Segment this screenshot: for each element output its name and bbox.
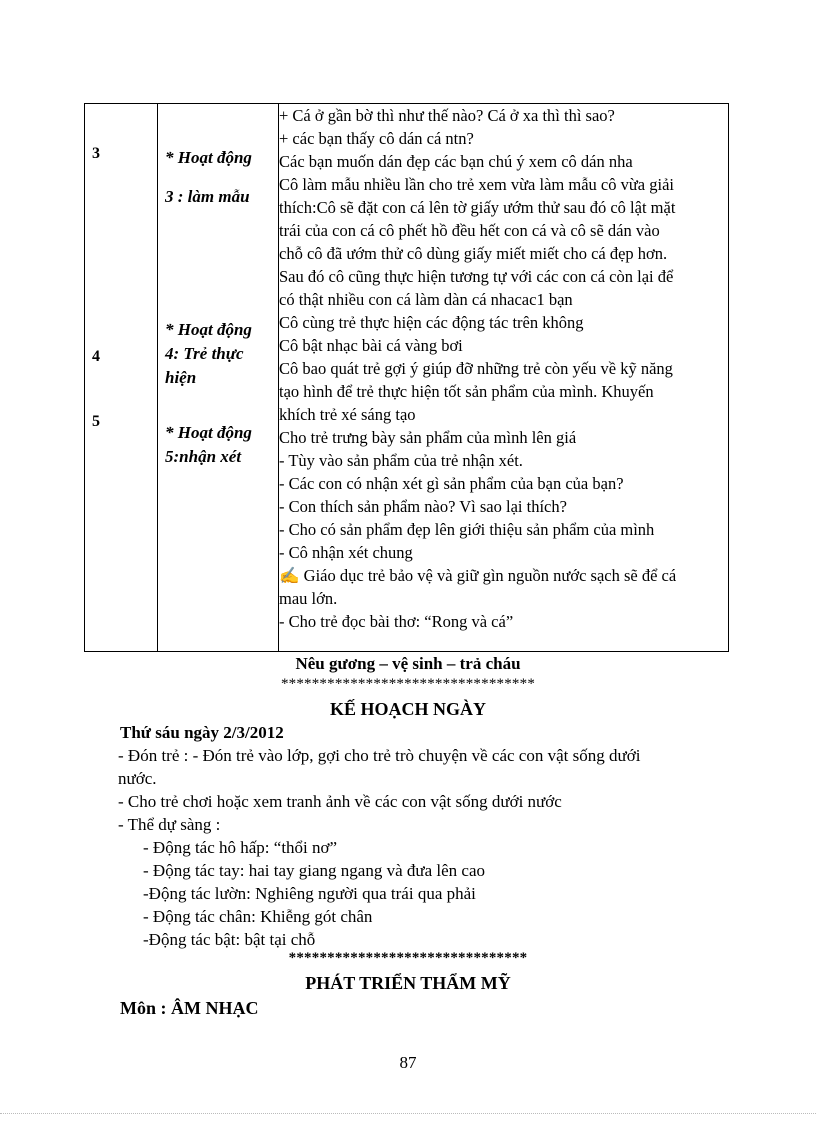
activity-5 (165, 421, 252, 469)
content-column (279, 104, 729, 652)
body-line: - Thể dự sàng : (118, 815, 221, 834)
activity-5-title: * Hoạt động (165, 423, 252, 442)
content-line: chỗ cô đã ướm thử cô dùng giấy miết miết cho cá đẹp hơn. (279, 244, 668, 263)
content-line: - Cho có sản phẩm đẹp lên giới thiệu sản phẩm của mình (279, 520, 655, 539)
row-number-3: 3 (92, 145, 100, 162)
footer-divider (0, 1113, 816, 1115)
row-number-5: 5 (92, 413, 100, 430)
content-line: Cô bật nhạc bài cá vàng bơi (279, 336, 463, 355)
star-divider: ********************************* (280, 676, 536, 692)
content-line: Các bạn muốn dán đẹp các bạn chú ý xem cô dán nha (279, 152, 633, 171)
exercise-line: - Động tác chân: Khiễng gót chân (143, 907, 373, 926)
closing-heading: Nêu gương – vệ sinh – trả cháu (295, 654, 521, 673)
section-title: PHÁT TRIỂN THẨM MỸ (305, 973, 511, 993)
content-line: Cô làm mẫu nhiều lần cho trẻ xem vừa làm mẫu cô vừa giải (279, 175, 674, 194)
content-line: + Cá ở gần bờ thì như thế nào? Cá ở xa thì thì sao? (279, 106, 615, 125)
content-line: tạo hình để trẻ thực hiện tốt sản phẩm của mình. Khuyến (279, 382, 654, 401)
content-line: Cô cùng trẻ thực hiện các động tác trên không (279, 313, 584, 332)
content-line: có thật nhiều con cá làm dàn cá nhacac1 bạn (279, 290, 573, 309)
activity-5-subtitle: 5:nhận xét (165, 447, 242, 466)
content-line: khích trẻ xé sáng tạo (279, 405, 416, 424)
body-line: - Cho trẻ chơi hoặc xem tranh ảnh về các con vật sống dưới nước (118, 792, 562, 811)
content-line: - Cô nhận xét chung (279, 543, 413, 562)
activity-4-title: * Hoạt động (165, 320, 252, 339)
activity-4-subtitle: 4: Trẻ thực (165, 344, 244, 363)
exercise-line: - Động tác hô hấp: “thổi nơ” (143, 838, 338, 857)
page-number: 87 (399, 1053, 417, 1072)
table-row (85, 104, 729, 652)
content-line: - Con thích sản phẩm nào? Vì sao lại thích? (279, 497, 567, 516)
content-line: Cô bao quát trẻ gợi ý giúp đỡ những trẻ còn yếu về kỹ năng (279, 359, 673, 378)
content-line: Cho trẻ trưng bày sản phẩm của mình lên giá (279, 428, 577, 447)
content-line: - Cho trẻ đọc bài thơ: “Rong và cá” (279, 612, 514, 631)
plan-title: KẾ HOẠCH NGÀY (329, 699, 486, 719)
star-divider-2: ******************************* (288, 950, 528, 966)
content-line: thích:Cô sẽ đặt con cá lên tờ giấy ướm thử sau đó cô lật mặt (279, 198, 676, 217)
date-line: Thứ sáu ngày 2/3/2012 (120, 723, 284, 742)
activity-4 (165, 318, 252, 390)
body-line: - Đón trẻ : - Đón trẻ vào lớp, gợi cho trẻ trò chuyện về các con vật sống dưới (118, 746, 641, 765)
number-column (85, 104, 158, 652)
activity-3-subtitle: 3 : làm mẫu (165, 187, 250, 206)
lesson-table (84, 103, 729, 652)
exercise-line: -Động tác lườn: Nghiêng người qua trái qua phải (143, 884, 476, 903)
activity-column (158, 104, 279, 652)
content-line: - Tùy vào sản phẩm của trẻ nhận xét. (279, 451, 523, 470)
activity-4-subtitle-2: hiện (165, 368, 197, 387)
content-line: + các bạn thấy cô dán cá ntn? (279, 129, 474, 148)
exercise-line: -Động tác bật: bật tại chỗ (143, 930, 316, 949)
body-line: nước. (118, 769, 157, 788)
content-line: trái của con cá cô phết hồ đều hết con cá và cô sẽ dán vào (279, 221, 660, 240)
subject-line: Môn : ÂM NHẠC (120, 998, 259, 1018)
activity-3 (165, 146, 252, 209)
content-line: - Các con có nhận xét gì sản phẩm của bạn của bạn? (279, 474, 624, 493)
content-line: mau lớn. (279, 589, 338, 608)
activity-3-title: * Hoạt động (165, 148, 252, 167)
content-line: ✍ Giáo dục trẻ bảo vệ và giữ gìn nguồn nước sạch sẽ để cá (279, 566, 677, 585)
content-line: Sau đó cô cũng thực hiện tương tự với các con cá còn lại để (279, 267, 674, 286)
exercise-line: - Động tác tay: hai tay giang ngang và đưa lên cao (143, 861, 486, 880)
row-number-4: 4 (92, 348, 100, 365)
